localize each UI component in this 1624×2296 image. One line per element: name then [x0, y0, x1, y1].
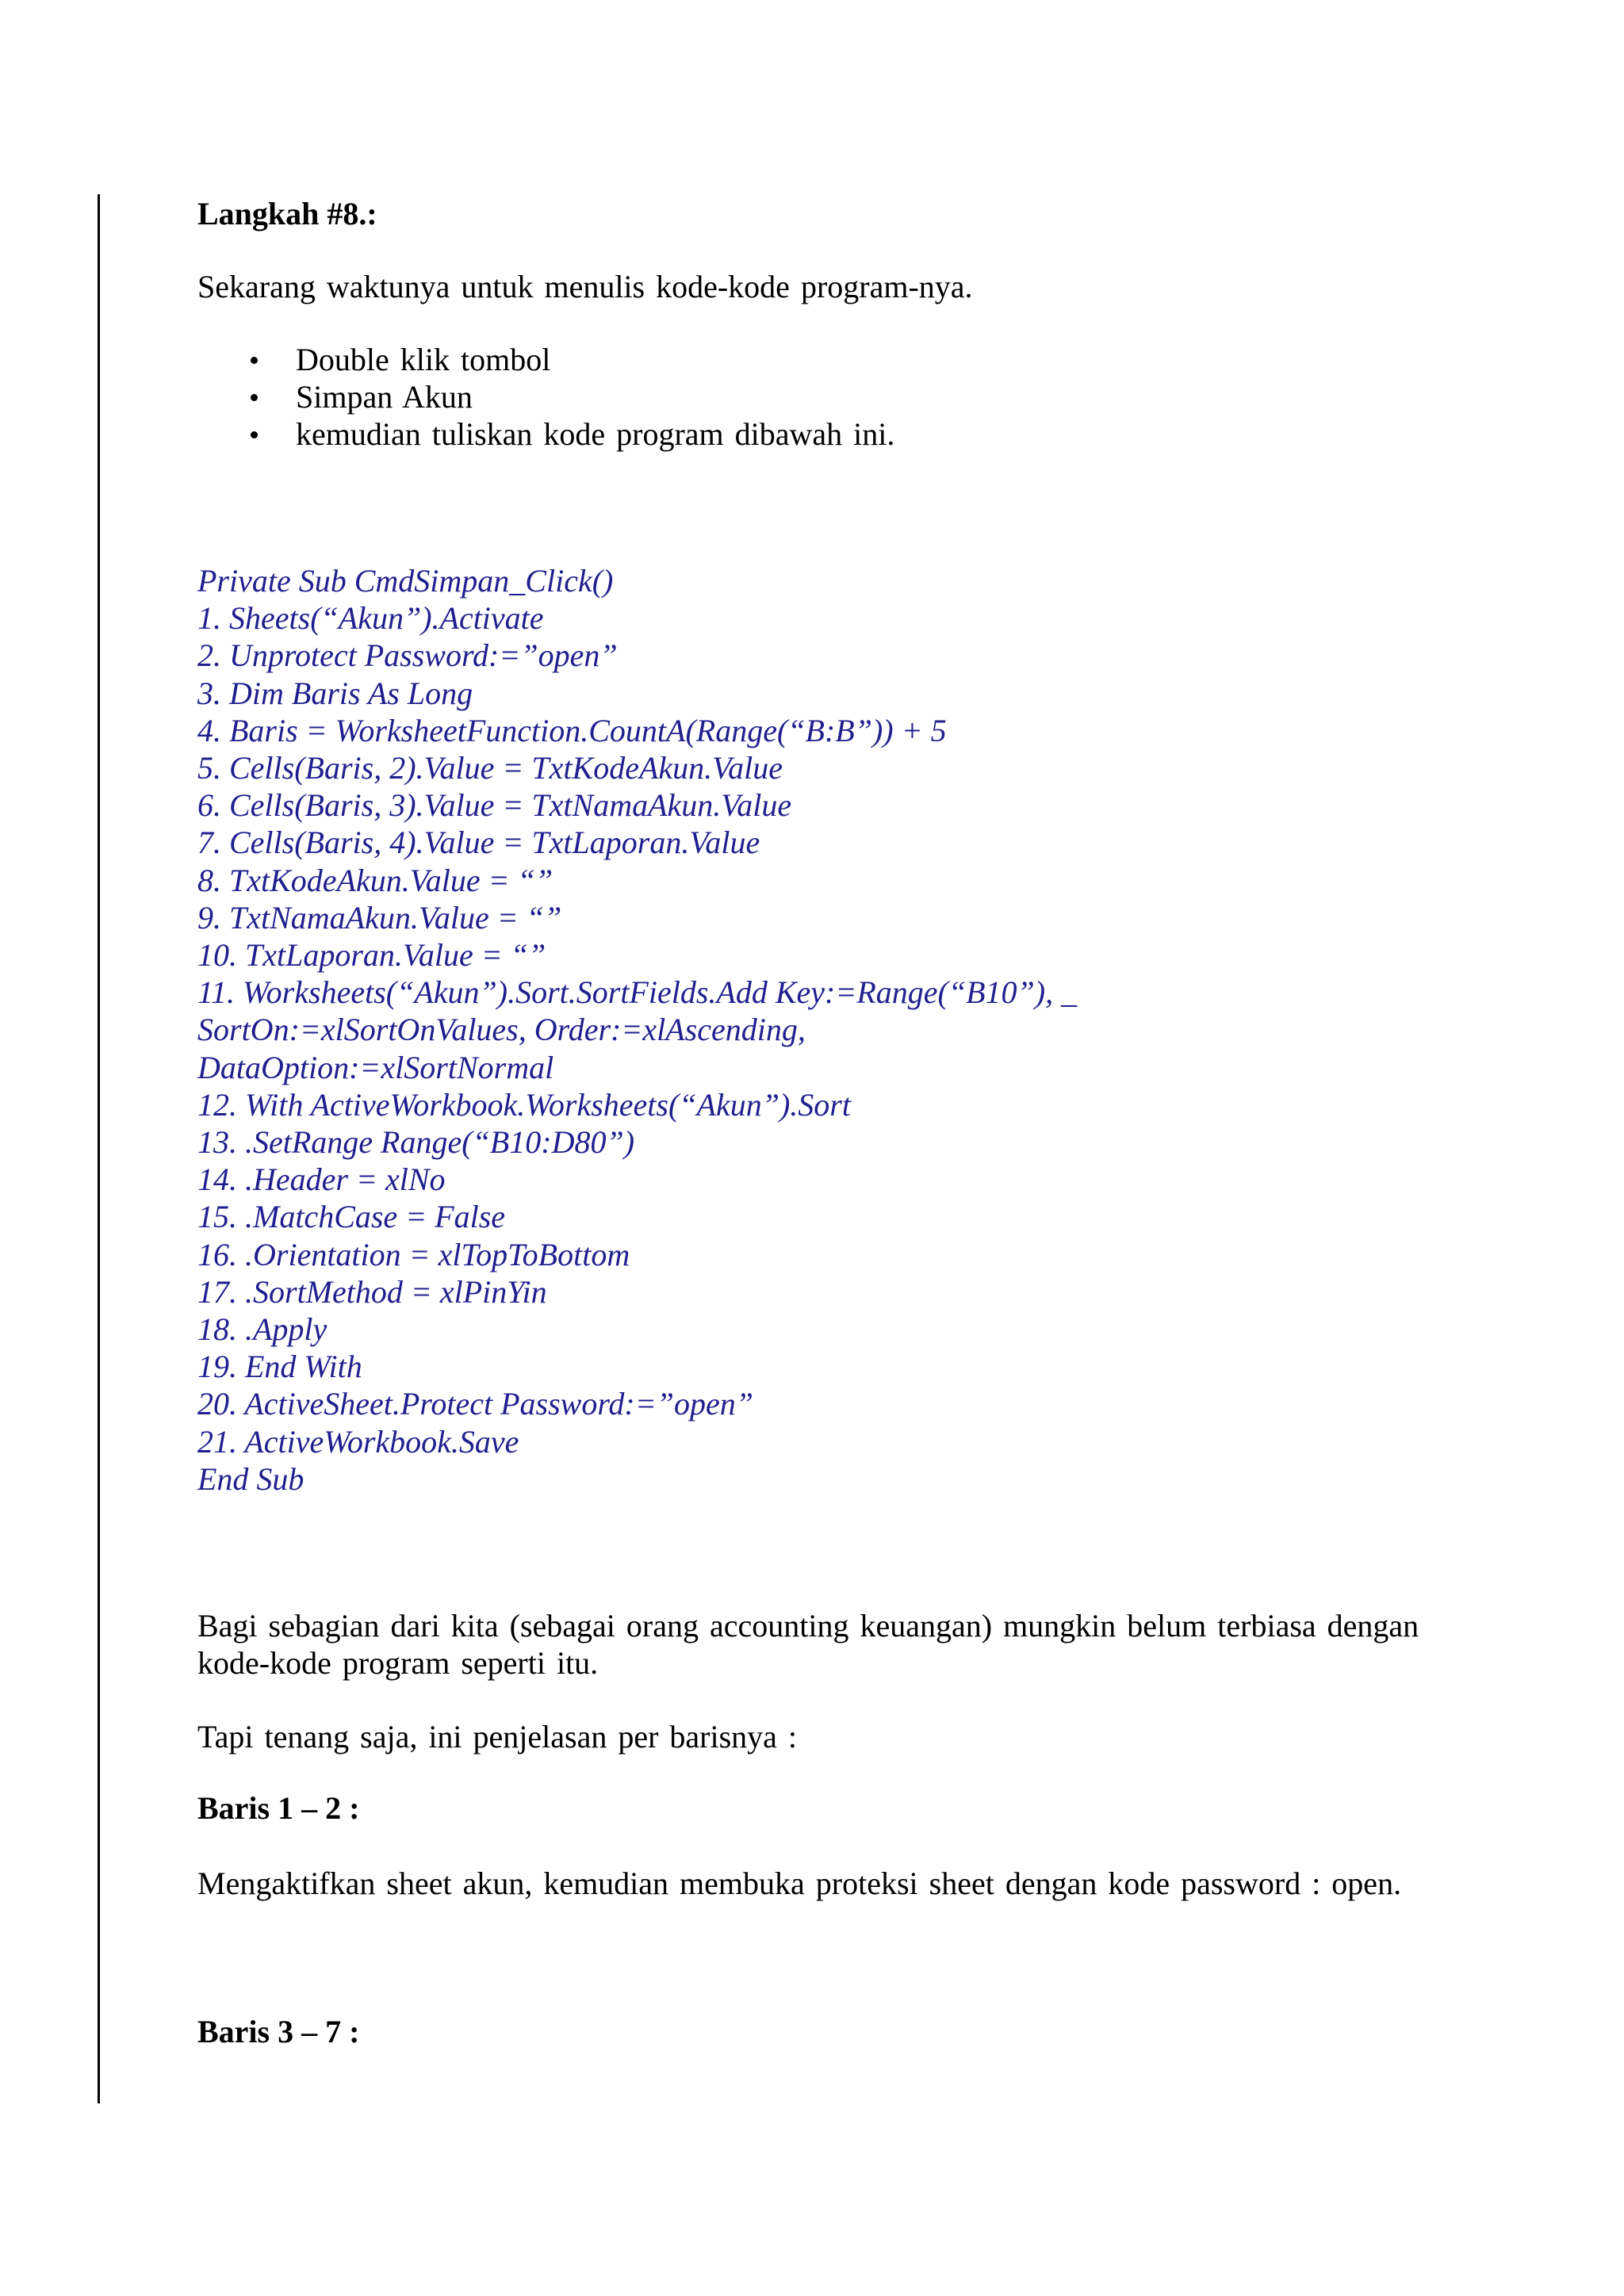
code-line: Private Sub CmdSimpan_Click(): [197, 563, 614, 599]
code-line: 8. TxtKodeAkun.Value = “”: [197, 862, 553, 898]
code-line: 5. Cells(Baris, 2).Value = TxtKodeAkun.Value: [197, 750, 783, 786]
bullet-icon: [251, 357, 258, 364]
bullet-item: [197, 341, 1423, 378]
code-line: 1. Sheets(“Akun”).Activate: [197, 600, 544, 637]
bullet-text: Double klik tombol: [296, 342, 551, 377]
code-line: 11. Worksheets(“Akun”).Sort.SortFields.Add Key:=Range(“B10”), _: [197, 974, 1078, 1011]
code-line: 13. .SetRange Range(“B10:D80”): [197, 1124, 635, 1161]
section-text-baris-1-2: Mengaktifkan sheet akun, kemudian membuka proteksi sheet dengan kode password : open.: [197, 1866, 1402, 1902]
bullet-list: [197, 341, 1423, 453]
code-line: 9. TxtNamaAkun.Value = “”: [197, 899, 562, 936]
bullet-text: Simpan Akun: [296, 379, 473, 415]
section-heading-baris-3-7: Baris 3 – 7 :: [197, 2014, 360, 2050]
code-line: 20. ActiveSheet.Protect Password:=”open”: [197, 1386, 753, 1422]
bullet-item: [197, 378, 1423, 415]
code-line: 14. .Header = xlNo: [197, 1161, 446, 1198]
code-line: 19. End With: [197, 1349, 362, 1385]
code-line: 15. .MatchCase = False: [197, 1199, 506, 1235]
bullet-item: [197, 415, 1423, 453]
code-line: 21. ActiveWorkbook.Save: [197, 1423, 519, 1460]
code-line: 17. .SortMethod = xlPinYin: [197, 1273, 547, 1310]
code-line: DataOption:=xlSortNormal: [197, 1049, 554, 1085]
code-line: 7. Cells(Baris, 4).Value = TxtLaporan.Value: [197, 825, 760, 861]
code-line: 12. With ActiveWorkbook.Worksheets(“Akun”).Sort: [197, 1086, 851, 1123]
code-line: End Sub: [197, 1460, 304, 1497]
code-line: 4. Baris = WorksheetFunction.CountA(Range(“B:B”)) + 5: [197, 712, 947, 748]
code-line: 6. Cells(Baris, 3).Value = TxtNamaAkun.Value: [197, 787, 792, 824]
bullet-text: kemudian tuliskan kode program dibawah ini.: [296, 416, 895, 452]
code-line: 10. TxtLaporan.Value = “”: [197, 937, 546, 974]
code-line: 3. Dim Baris As Long: [197, 675, 473, 711]
code-line: SortOn:=xlSortOnValues, Order:=xlAscending,: [197, 1012, 806, 1048]
code-line: 16. .Orientation = xlTopToBottom: [197, 1236, 630, 1272]
code-listing: [197, 562, 1423, 1498]
margin-rule: [98, 194, 100, 2103]
code-line: 2. Unprotect Password:=”open”: [197, 637, 618, 674]
section-heading-baris-1-2: Baris 1 – 2 :: [197, 1790, 360, 1827]
step-heading: Langkah #8.:: [197, 196, 377, 232]
bullet-icon: [251, 394, 258, 401]
intro-paragraph: Sekarang waktunya untuk menulis kode-kode program-nya.: [197, 269, 973, 304]
bullet-icon: [251, 431, 258, 438]
code-line: 18. .Apply: [197, 1311, 327, 1348]
explanation-intro: Tapi tenang saja, ini penjelasan per barisnya :: [197, 1719, 798, 1755]
page-content: [197, 194, 1423, 2052]
explanation-paragraph: Bagi sebagian dari kita (sebagai orang accounting keuangan) mungkin belum terbiasa dengan kode-kode program seperti itu.: [197, 1608, 1419, 1682]
